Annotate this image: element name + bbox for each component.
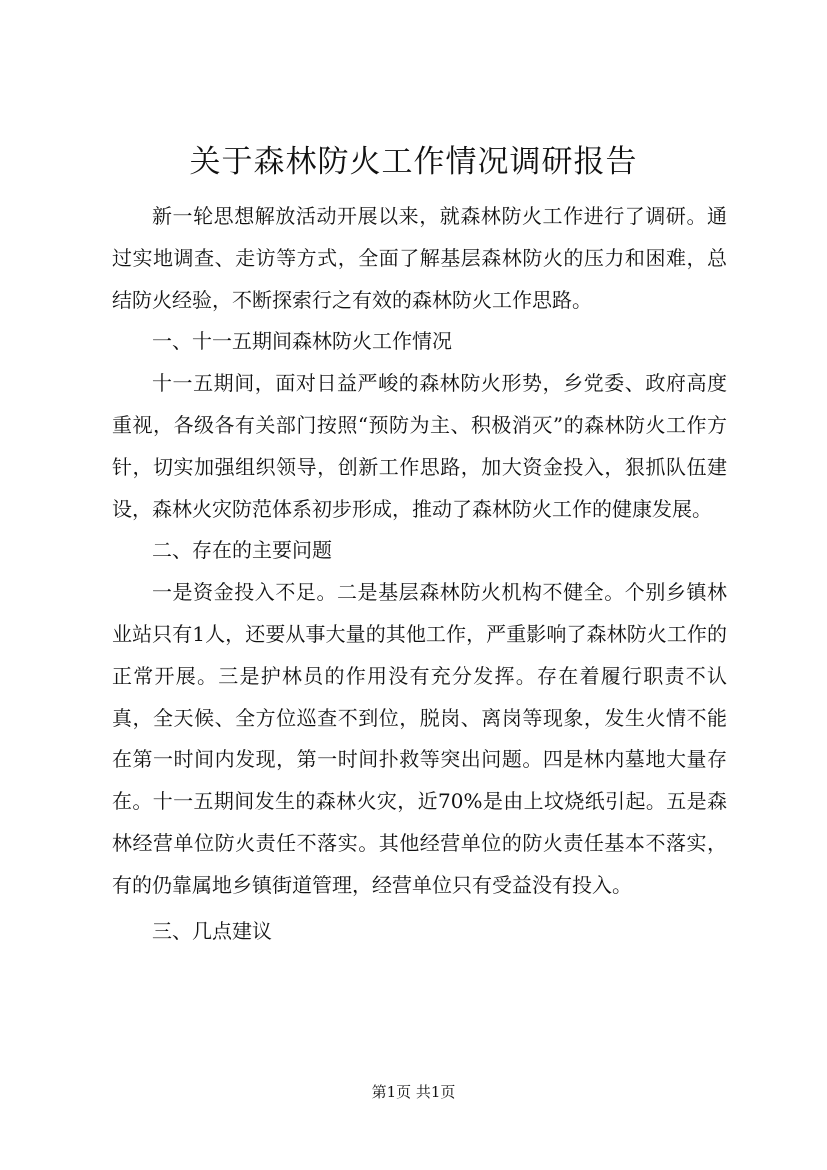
paragraph-section-2: 一是资金投入不足。二是基层森林防火机构不健全。个别乡镇林业站只有1人，还要从事大量的其他工作，严重影响了森林防火工作的正常开展。三是护林员的作用没有充分发挥。存在着履行职责不认真，全天候、全方位巡查不到位，脱岗、离岗等现象，发生火情不能在第一时间内发现，第一时间扑救等突出问题。四是林内墓地大量存在。十一五期间发生的森林火灾，近70%是由上坟烧纸引起。五是森林经营单位防火责任不落实。其他经营单位的防火责任基本不落实，有的仍靠属地乡镇街道管理，经营单位只有受益没有投入。 bbox=[112, 580, 727, 897]
paragraph-section-1: 十一五期间，面对日益严峻的森林防火形势，乡党委、政府高度重视，各级各有关部门按照“预防为主、积极消灭”的森林防火工作方针，切实加强组织领导，创新工作思路，加大资金投入，狠抓队伍建设，森林火灾防范体系初步形成，推动了森林防火工作的健康发展。 bbox=[112, 371, 727, 521]
document-body bbox=[112, 196, 727, 952]
page-footer: 第1页 共1页 bbox=[371, 1083, 456, 1101]
section-heading-1: 一、十一五期间森林防火工作情况 bbox=[152, 329, 452, 354]
paragraph-intro: 新一轮思想解放活动开展以来，就森林防火工作进行了调研。通过实地调查、走访等方式，全面了解基层森林防火的压力和困难，总结防火经验，不断探索行之有效的森林防火工作思路。 bbox=[112, 204, 727, 312]
section-heading-3: 三、几点建议 bbox=[152, 918, 272, 943]
document-title: 关于森林防火工作情况调研报告 bbox=[189, 144, 638, 180]
section-heading-2: 二、存在的主要问题 bbox=[152, 538, 332, 563]
